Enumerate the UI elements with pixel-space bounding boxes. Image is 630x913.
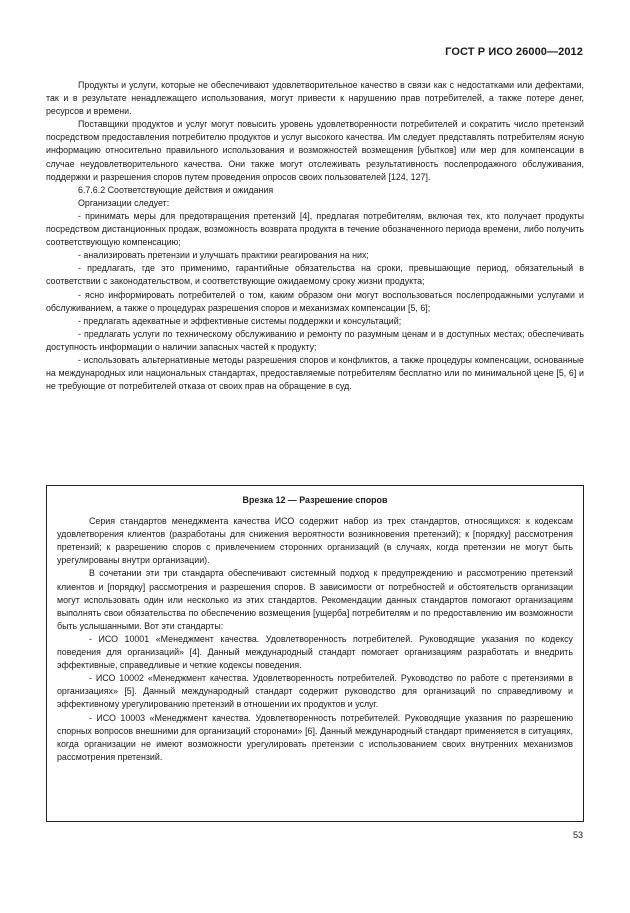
insert-list-item: - ИСО 10002 «Менеджмент качества. Удовлетворенность потребителей. Руководство по работе с претензиями в организациях» [5]. Данный международный стандарт содержит руководство для организаций по справедливому и эффективному урегулированию претензий в отношении их продуктов и услуг. [57, 673, 573, 710]
list-item: - анализировать претензии и улучшать практики реагирования на них; [78, 250, 369, 261]
list-item: - использовать альтернативные методы разрешения споров и конфликтов, а также процедуры компенсации, основанные на международных или национальных стандартах, предоставляемые потребителям бесплатно или по минимальной цене [5, 6] и не требующие от потребителей отказа от своих прав на обращение в суд. [46, 354, 584, 392]
standard-header: ГОСТ Р ИСО 26000—2012 [445, 46, 583, 58]
page-number: 53 [572, 830, 583, 840]
main-text [46, 79, 584, 393]
list-item: - предлагать, где это применимо, гарантийные обязательства на сроки, превышающие период, обязательный в соответствии с законодательством, и соответствующие ожидаемому сроку жизни продукта; [46, 263, 584, 287]
insert-paragraph: Серия стандартов менеджмента качества ИСО содержит набор из трех стандартов, относящихся: к кодексам удовлетворения клиентов (разработаны для снижения вероятности возникновения претензий); к [порядку] рассмотрения претензий; к разрешению споров с привлечением сторонних организаций (в случаях, когда претензии не могут быть урегулированы внутри организации). [57, 516, 573, 566]
insert-box [46, 485, 584, 822]
insert-title: Врезка 12 — Разрешение споров [242, 495, 388, 505]
section-heading: 6.7.6.2 Соответствующие действия и ожидания [78, 184, 274, 195]
list-item: - предлагать услуги по техническому обслуживанию и ремонту по разумным ценам и в доступных местах; обеспечивать доступность информации о наличии запасных частей к продукту; [46, 328, 584, 352]
paragraph: Поставщики продуктов и услуг могут повысить уровень удовлетворенности потребителей и сократить число претензий посредством предоставления потребителю продуктов и услуг высокого качества. Им следует представлять потребителям ясную информацию относительно правильного использования и возможностей возмещения [убытков] или мер для компенсации в случае неудовлетворительного качества. Они также могут отслеживать результативность послепродажного обслуживания, поддержки и разрешения споров путем проведения опросов своих пользователей [124, 127]. [46, 119, 584, 182]
insert-list-item: - ИСО 10003 «Менеджмент качества. Удовлетворенность потребителей. Руководящие указания по разрешению спорных вопросов внешними для организаций сторонами» [6]. Данный международный стандарт применяется в ситуациях, когда организации не имеют возможности урегулировать претензии с использованием своих внутренних механизмов рассмотрения претензий. [57, 712, 573, 762]
insert-list-item: - ИСО 10001 «Менеджмент качества. Удовлетворенность потребителей. Руководящие указания по кодексу поведения для организаций» [4]. Данный международный стандарт помогает организациям разработать и внедрить эффективные, справедливые и четкие кодексы поведения. [57, 633, 573, 671]
paragraph: Организации следует: [78, 197, 170, 208]
paragraph: Продукты и услуги, которые не обеспечивают удовлетворительное качество в связи как с недостатками или дефектами, так и в результате ненадлежащего использования, могут привести к нарушению прав потребителей, а также потере денег, ресурсов и времени. [46, 80, 584, 117]
list-item: - ясно информировать потребителей о том, каким образом они могут воспользоваться послепродажными услугами и обслуживанием, а также о процедурах разрешения споров и механизмах компенсации [5, 6]; [46, 289, 584, 313]
list-item: - предлагать адекватные и эффективные системы поддержки и консультаций; [78, 315, 402, 326]
list-item: - принимать меры для предотвращения претензий [4], предлагая потребителям, включая тех, кто получает продукты посредством дистанционных продаж, возможность возврата продукта в течение обозначенного периода времени, либо получить соответствующую компенсацию; [46, 210, 584, 248]
insert-paragraph: В сочетании эти три стандарта обеспечивают системный подход к предупреждению и рассмотрению претензий клиентов и [порядку] рассмотрения и разрешения споров. В зависимости от потребностей и обстоятельств организации могут использовать один или несколько из этих стандартов. Рекомендации данных стандартов помогают организациям выполнять свои обязательства по обеспечению возмещения [ущерба] потребителям и по предоставлению им возможности быть услышанными. Вот эти стандарты: [57, 568, 573, 631]
